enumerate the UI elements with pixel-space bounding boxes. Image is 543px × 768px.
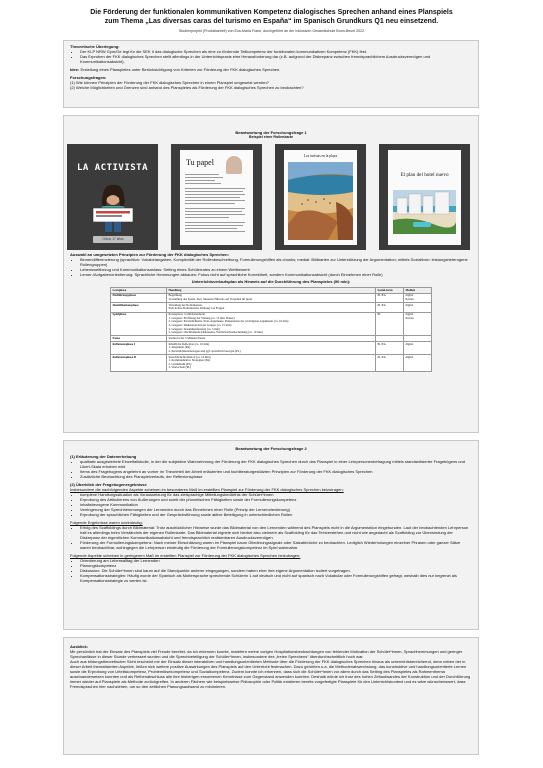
principles-block: [64, 251, 478, 375]
rq2-heading: Beantwortung der Forschungsfrage 2: [235, 446, 307, 451]
beach-photo: [288, 162, 353, 240]
social-form-cell: PL: [376, 312, 404, 336]
role-card-activist: [67, 144, 158, 250]
action-cell: Konzeption, vorbildorientierte 1. Gruppen: Eröffnung der Sitzung (ca. 15 min. Dauer) 2. Gruppen: Persönlichkeits-/Text-Argumente, Präsentation der wichtigsten Argumente (ca. 10 min) 3. Gruppen: Diskussion mit der Gruppe (ca. 15 min) 4. Gruppen: Zusammenfassung (ca. 5 min) 5. Gruppen: abschließende Diskussion, Wettbewerbsentscheidung (ca. 10 min): [167, 312, 376, 336]
table-row: [111, 293, 432, 302]
list-item: • qualitativ ausgewertete Einzelfallstudie, in der die subjektive Wahrnehmung der Förderung der FKK dialogisches Sprechen durch das Planspiel in einer Lehrpersonenbefragung mittels standardisierter Fragebögens und Likert-Skala erhoben wird: [80, 459, 472, 469]
table-row: [111, 355, 432, 372]
question-2: (2) Welche Möglichkeiten und Grenzen sind anhand des Planspieles als Förderung der FKK dialogisches Sprechen zu beobachten?: [70, 85, 304, 90]
role-card-beach: [275, 144, 366, 250]
outlook-paragraph-1: Mir persönlich hat der Einsatz des Planspiels viel Freude bereitet, da ich erkennen konnte, inwiefern meine vorigen Hospitationsbeobachtungen von fehlender Motivation der Schüler*innen, Sprachhemmungen und geringer Sprechanlässe in dieser Stunde verbessert wurden und die Sprechbeteiligung der Schüler*innen, insbesondere des „freien Sprechens“ überdurchschnittlich hoch war.: [70, 649, 463, 659]
list-item: • inhaltsbezogene Kommunikation: [80, 502, 472, 507]
title-line-1: Die Förderung der funktionalen kommunikativen Kompetenz dialogisches Sprechen anhand eines Planspiels: [90, 9, 453, 16]
schedule-caption: Unterrichtsverlaufsplan als Hinweis auf die Durchführung des Planspieles (90 min):: [191, 279, 351, 284]
idea-text: Erstellung eines Planspieles unter Berücksichtigung von Kriterien zur Förderung der FKK dialogisches Sprechen.: [80, 67, 281, 72]
role-card-description: [171, 144, 262, 250]
role-cards: [64, 144, 478, 251]
list-item: • Zusätzliche Beobachtung des Planspielverlaufs, der Reflexionsphase: [80, 474, 472, 479]
list-item: • Erprobung des Artikulierens von Äußerungen und somit der phonetischen Fähigkeiten sowie der Formulierungskompetenz: [80, 497, 472, 502]
action-cell: Verteilung der Rollenkarten, Sich in ihre Rollenkarten, Klärung von Fragen: [167, 303, 376, 312]
action-cell: Inhaltliche Reflexion (ca. 10 min) 1. Allgemein (PA) 2. Persönlichkeitsbezogen und ggf. sprachlich bezogen (PL): [167, 342, 376, 355]
phase-cell: Reflexionsphase II: [111, 355, 167, 372]
role-text-lines: [185, 172, 247, 240]
data-collection-heading: (1) Erläuterung der Datenerhebung: [70, 454, 137, 459]
list-item: • Erfolg des Scaffoldings durch Bildmaterial: Trotz ausdrücklicher Hinweise wurde das Bildmaterial von den Lernenden während des Planspiels nicht in die Argumentation eingebunden. Laut der beobachtenden Lehrperson half es allerdings beim Verständnis der eigenen Rollenkarte. Das Bildmaterial eignete sich hierbei also vielmehr als Scaffolding für das Textverstehen und nicht wie angedacht als Scaffolding zur Überwindung der Diskrepanz der eigentlichen Kommunikationsabsicht und fremdsprachlich realisierbaren Ausdrucksvermögen.: [80, 525, 472, 540]
poster-title: [0, 8, 543, 26]
theory-heading: Theoretische Überlegung:: [70, 44, 120, 49]
table-header-cell: Sozial-form: [376, 288, 404, 294]
media-cell: digital Karten: [404, 293, 432, 302]
list-item: • Items des Fragebogens angelehnt an vorher im Theorieteil der Arbeit erläuterten und fachliteraturgestützten Prinzipien zur Förderung der FKK dialogisches Sprechen: [80, 469, 472, 474]
rq1-box: [63, 115, 479, 433]
lesson-plan-table: [110, 287, 432, 372]
principle-item: • Lebensweltbezug und Kommunikationsanlass: Setting eines Schülerrates zu einem Wettbewerb: [80, 267, 472, 272]
phase-cell: Pause: [111, 336, 167, 342]
card-activist-tag: Chica, 17 años: [93, 236, 133, 243]
action-cell: Begrüßung Vorstellung des Spiels, Ziel, Situation Hinweis auf Vorgehen im Spiel: [167, 293, 376, 302]
role-card-hotel: [379, 144, 470, 250]
list-item: • Erprobung der sprachlichen Fähigkeiten und der Gesprächsführung sowie aktive Beteiligung in unterschiedlichen Rollen: [80, 512, 472, 517]
social-form-cell: PL/EA: [376, 342, 404, 355]
table-row: [111, 312, 432, 336]
table-header-cell: Medien: [404, 288, 432, 294]
table-header-cell: Handlung: [167, 288, 376, 294]
outlook-heading: Ausblick:: [70, 644, 89, 649]
card-beach-title: Los turistas en la playa: [303, 154, 338, 158]
list-item: • Orientierung am Lebensalltag der Lernenden: [80, 558, 472, 563]
phase-cell: Reflexionsphase I: [111, 342, 167, 355]
role-description-sheet: [180, 150, 253, 245]
list-item: • komplexe Handlungssituation als Voraussetzung für das zielsprachige Mitteilungsbedürfnis der Schüler*innen: [80, 492, 472, 497]
principles-list: [80, 257, 472, 277]
principle-item: • Lerner-/Aufgabenorientierung: Sprachliche Hemmungen abbauen: Fokus nicht auf sprachliche Korrektheit, sondern Kommunikationsabsicht (durch Einnehmen einer Rolle): [80, 272, 472, 277]
principles-heading: Auswahl an umgesetzten Prinzipien zur Förderung der FKK dialogisches Sprechen:: [70, 252, 229, 257]
media-cell: digital: [404, 303, 432, 312]
theory-list: [80, 49, 472, 64]
card-paper-title: Tu papel: [186, 158, 214, 167]
rq1-heading: Beantwortung der Forschungsfrage 1: [235, 130, 307, 135]
negative-results-list: [80, 558, 472, 583]
activist-illustration: [85, 184, 141, 234]
rq2-box: [63, 440, 479, 630]
theory-box: [63, 40, 479, 108]
theory-bullet: • Der KLP NRW Gym/Ge legt für die SEK II das dialogische Sprechen als eine zu fördernde Teilkompetenz der funktionalen kommunikativen Kompetenz (FKK) fest.: [80, 49, 472, 54]
table-row: [111, 303, 432, 312]
card-hotel-title: El plan del hotel nuevo: [400, 172, 449, 178]
action-cell: Sprachliche Reflexion (ca. 12 min) 1. Kommunikative Strategien (PA) 2. Grammatik (PL) 3. Wortschatz (PL): [167, 355, 376, 372]
list-item: • Planungskompetenz: [80, 563, 472, 568]
data-collection-list: [80, 459, 472, 479]
social-form-cell: PL/EA: [376, 355, 404, 372]
social-form-cell: PL/EA: [376, 303, 404, 312]
rq1-subheading: Beispiel einer Rollenkarte: [249, 135, 293, 139]
table-row: [111, 342, 432, 355]
card-activist-title: LA ACTIVISTA: [76, 163, 149, 173]
media-cell: digital: [404, 342, 432, 355]
phase-cell: Identifikationsphase: [111, 303, 167, 312]
idea-label: Idee:: [70, 67, 80, 72]
unclear-results-intro: Folgende Ergebnisse waren uneindeutig:: [70, 520, 143, 525]
list-item: • Diskussion: Die Schüler*innen sind kaum auf die Standpunkte anderer eingegangen, sondern haben eher ihre eigene Argumentation isoliert vorgetragen.: [80, 568, 472, 573]
list-item: • Verringerung der Sprechhemmungen der Lernenden durch das Einnehmen einer Rolle (Prinzip der Lernerorientierung): [80, 507, 472, 512]
questions-heading: Forschungsfragen:: [70, 75, 107, 80]
poster-subtitle: Studienprojekt (Produktarbeit) von Eva-Maria Frank, durchgeführt an der Inklusiven Gesamtschule Bonn-Beuel 2022: [178, 29, 365, 33]
list-item: • Förderung der Formulierungskompetenz: Nach meiner Einschätzung waren im Planspiel kaum Gliederungssignale oder Satzabbrüche zu beobachten. Lediglich Wiederholungen einzelner Phrasen oder ganzer Sätze waren beobachtbar, wohingegen die Lehrperson eindeutig die Förderung der Formulierungskompetenz im Spiel wahrnahm.: [80, 540, 472, 550]
question-1: (1) Wie können Prinzipien der Förderung der FKK dialogisches Sprechen in einem Planspiel umgesetzt werden?: [70, 80, 269, 85]
table-header-cell: Lernphase: [111, 288, 167, 294]
title-line-2: zum Thema „Las diversas caras del turismo en España“ im Spanisch Grundkurs Q1 neu einsetzend.: [104, 18, 439, 25]
beach-sheet: [284, 150, 357, 245]
results-heading: (2) Überblick der Fragebogenergebnisse: [70, 482, 147, 487]
outlook-paragraph-2: Auch aus bildungstheoretischer Sicht erscheint mir der Einsatz dieser interaktiven und handlungsorientierten Methode über die Förderung der FKK dialogisches Sprechen hinaus als unterrichtsbereichernd, denn neben der in dieser Arbeit thematisierten Aspekte, ließen sich weitere positive Auswirkungen des Planspiels auf den Unterricht festmachen. Dazu gehörten u.a. die Methodenabwechslung, das konstruktive und handlungsorientierte Lernen sowie die Erprobung von Urteilskompetenz, Problemlösekompetenz und Sozialkompetenz. Zudem konnte ich erkennen, dass sich die Schüler*innen vor allem durch das Setting des Planspieles als Rahmenthema auseinandersetzen konnten und als Reihenabschluss alle ihre bisherigen erworbenen Kenntnisse zum Gegenstand anwenden konnten. Deshalb würde ich trotz des hohen Zeitaufwandes der Konstruktion und der Durchführung immer wieder auf Planspiele als Methode zurückgreifen. In anderen Fächern wie beispielsweise Philosophie oder Politik existieren bereits vorgefertigte Planspiele für den Unterrichtskontext und es wäre wünschenswert, dass Fremdsprachen hier nachziehen, um so den zeitlichen Planungsaufwand zu minimieren.: [70, 659, 471, 689]
hotel-photo: [393, 190, 456, 234]
negative-results-intro: Folgende Aspekte scheinen in geringerem Maß im erstellten Planspiel zur Förderung der FKK dialogisches Sprechen beizutragen:: [70, 553, 301, 558]
media-cell: digital Karten: [404, 312, 432, 336]
positive-results-intro: Insbesondere die nachfolgenden Aspekte scheinen im besonderen Maß im erstellten Planspiel zur Förderung der FKK dialogisches Sprechen beizutragen:: [70, 487, 344, 492]
unclear-results-list: [80, 525, 472, 550]
action-cell: Sieden in der 5 Minuten Pause: [167, 336, 376, 342]
positive-results-list: [80, 492, 472, 517]
outlook-box: [63, 637, 479, 755]
hotel-sheet: [388, 150, 461, 245]
social-form-cell: PL/EA: [376, 293, 404, 302]
list-item: • Kompensationsstrategien: Häufig wurde der Spanisch als Muttersprache sprechende Schülerin 1 auf deutsch und nicht auf spanisch nach Vokabular oder Formulierungshilfen gefragt, weshalb dies nur begrenzt als Kompensationsstrategie zu werten ist.: [80, 573, 472, 583]
phase-cell: Einführungsphase: [111, 293, 167, 302]
media-cell: digital: [404, 355, 432, 372]
phase-cell: Spielphase: [111, 312, 167, 336]
principle-item: • Binnendifferenzierung (sprachlich: Vokabelangaben, Komplexität der Rollenbeschreibung, Formulierungshilfen als chunks; medial: Bildkarten zur Unterstützung der Argumentation; mittels Sozialform: leistungsheterogene Rollengruppen): [80, 257, 472, 267]
theory-bullet: • Das Erproben der FKK dialogisches Sprechen stellt allerdings in der Unterrichtspraxis eine Herausforderung dar (z.B. aufgrund der Diskrepanz zwischen fremdsprachlichem Ausdrucksvermögen und Kommunikationsabsicht).: [80, 54, 472, 64]
